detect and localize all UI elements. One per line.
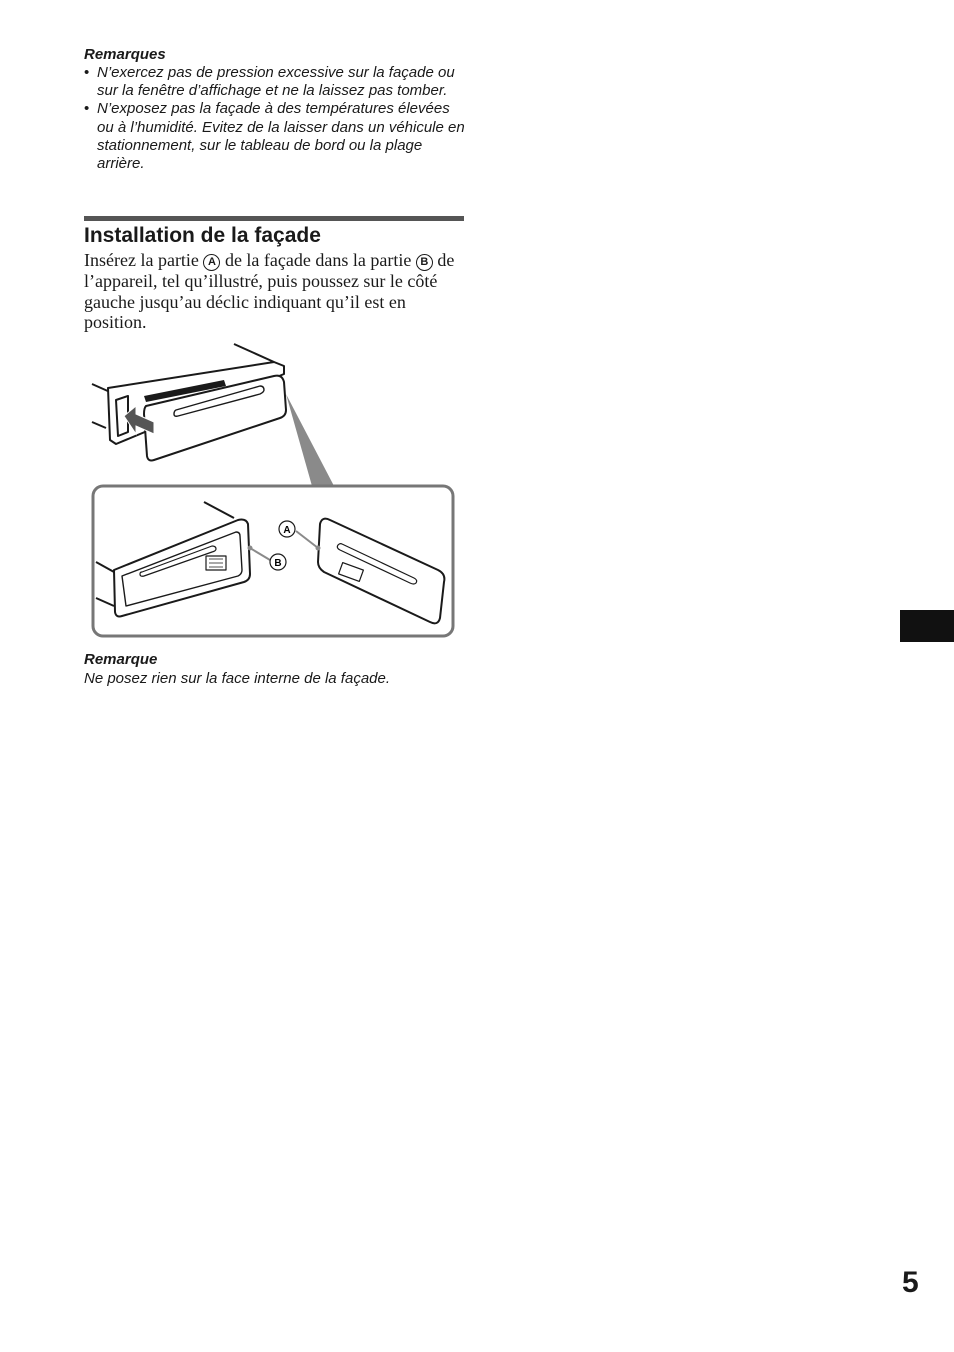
note-item-text: N’exercez pas de pression excessive sur la façade ou sur la fenêtre d’affichage et ne la laissez pas tomber. xyxy=(97,64,455,100)
body-part-1: Insérez la partie xyxy=(84,250,204,270)
body-part-3: de l’appareil, tel qu’illustré, puis poussez sur le côté gauche jusqu’au déclic indiquant qu’il est en position. xyxy=(84,250,455,333)
note-text: Ne posez rien sur la face interne de la façade. xyxy=(84,670,391,687)
label-b: B xyxy=(274,558,282,569)
note-item-text: N’exposez pas la façade à des températures élevées ou à l’humidité. Evitez de la laisser dans un véhicule en stationnement, sur le tableau de bord ou la plage arrière. xyxy=(97,100,465,173)
body-part-2: de la façade dans la partie xyxy=(220,250,416,270)
side-tab-marker xyxy=(900,610,954,642)
marker-a: A xyxy=(203,254,220,271)
page-number: 5 xyxy=(902,1266,919,1299)
bullet: • xyxy=(84,100,90,118)
list-item xyxy=(84,64,468,100)
bullet: • xyxy=(84,64,90,81)
notes-title: Remarques xyxy=(84,46,166,63)
installation-illustration xyxy=(84,336,468,642)
list-item xyxy=(84,100,468,173)
top-unit-drawing xyxy=(92,344,286,461)
note-title: Remarque xyxy=(84,651,158,668)
label-a: A xyxy=(283,525,291,536)
marker-b: B xyxy=(416,254,433,271)
section-body xyxy=(84,250,468,333)
section-title: Installation de la façade xyxy=(84,224,321,247)
notes-list xyxy=(84,64,468,173)
zoom-wedge xyxy=(286,394,334,486)
section-rule xyxy=(84,216,464,221)
